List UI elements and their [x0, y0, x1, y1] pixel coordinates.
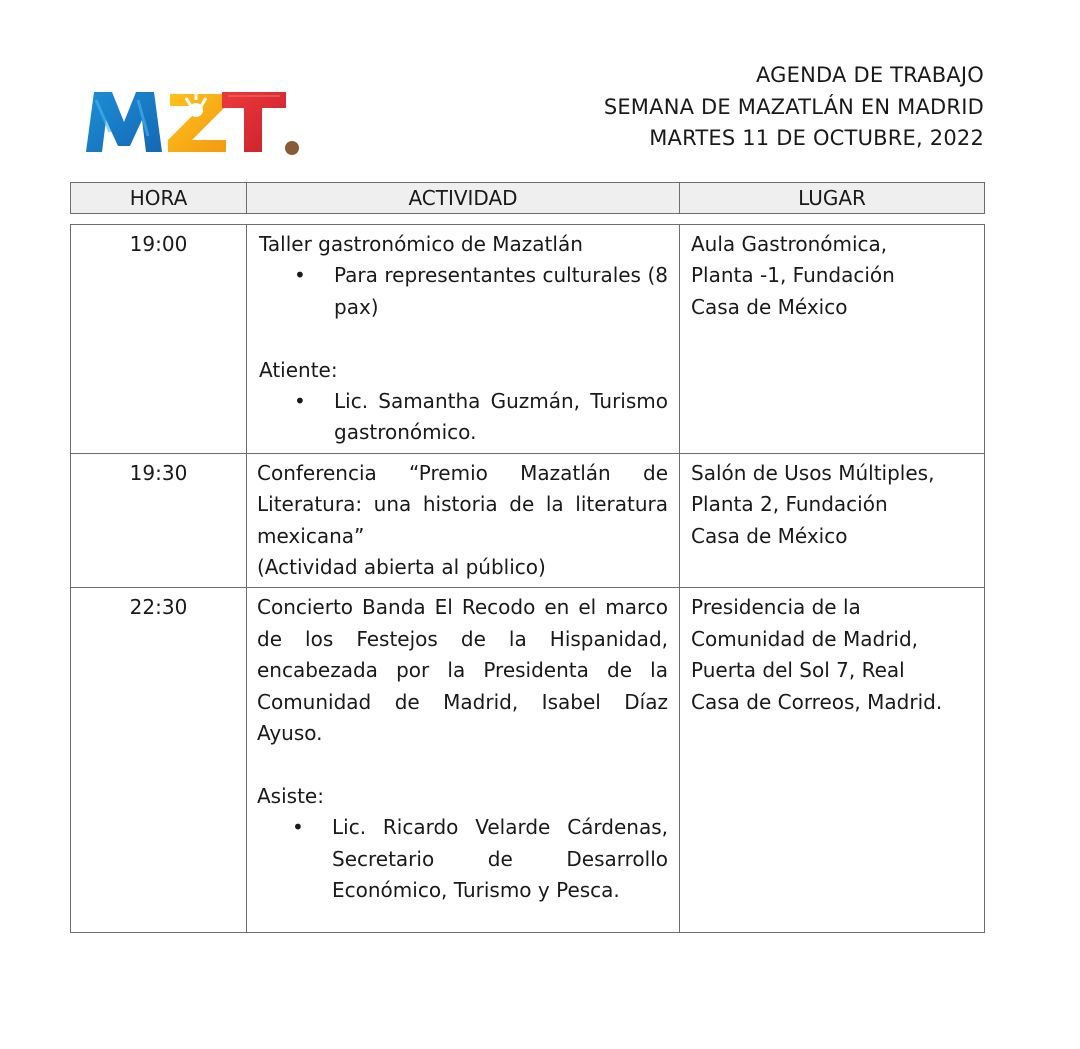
mzt-logo	[82, 86, 302, 158]
header-title: AGENDA DE TRABAJO	[755, 63, 984, 87]
table-row	[71, 588, 985, 933]
location-line: Comunidad de Madrid,	[691, 626, 918, 651]
row-activity	[247, 225, 680, 454]
activity-title: Concierto Banda El Recodo en el marco de los Festejos de la Hispanidad, encabezada por la Presidenta de la Comunidad de Madrid, Isabel Díaz Ayuso.	[257, 595, 668, 746]
location-line: Casa de México	[691, 294, 848, 319]
agenda-table-header	[70, 182, 985, 214]
row-location	[680, 225, 985, 454]
bullet-icon: •	[292, 815, 304, 840]
activity-bullets	[259, 260, 668, 323]
list-item	[294, 260, 668, 323]
bullet-text: Lic. Samantha Guzmán, Turismo gastronómico.	[334, 389, 668, 445]
location-line: Presidencia de la	[691, 595, 861, 620]
col-header-actividad: ACTIVIDAD	[247, 183, 680, 214]
bullet-text: Lic. Ricardo Velarde Cárdenas, Secretario de Desarrollo Económico, Turismo y Pesca.	[332, 815, 668, 903]
location-line: Casa de México	[691, 523, 848, 548]
col-header-hora: HORA	[71, 183, 247, 214]
document-header	[604, 60, 984, 155]
activity-subhead: Atiente:	[259, 357, 338, 382]
agenda-table	[70, 224, 985, 933]
activity-bullets	[259, 386, 668, 449]
row-location	[680, 453, 985, 588]
location-line: Planta -1, Fundación	[691, 263, 895, 288]
bullet-icon: •	[294, 263, 306, 288]
list-item	[294, 386, 668, 449]
location-line: Casa de Correos, Madrid.	[691, 689, 943, 714]
bullet-icon: •	[294, 389, 306, 414]
logo-text: MZT.	[82, 86, 85, 87]
table-row	[71, 453, 985, 588]
activity-title: Conferencia “Premio Mazatlán de Literatura: una historia de la literatura mexicana”	[257, 460, 668, 548]
row-activity	[247, 453, 680, 588]
table-row	[71, 225, 985, 454]
header-event: SEMANA DE MAZATLÁN EN MADRID	[603, 94, 984, 119]
activity-subhead: Asiste:	[257, 783, 324, 808]
row-time: 22:30	[71, 588, 247, 933]
activity-note: (Actividad abierta al público)	[257, 555, 546, 580]
activity-bullets	[257, 812, 668, 906]
col-header-lugar: LUGAR	[680, 183, 985, 214]
bullet-text: Para representantes culturales (8 pax)	[334, 263, 668, 319]
location-line: Aula Gastronómica,	[691, 232, 888, 256]
location-line: Puerta del Sol 7, Real	[691, 658, 905, 683]
activity-title: Taller gastronómico de Mazatlán	[259, 232, 583, 256]
row-time: 19:30	[71, 453, 247, 588]
row-location	[680, 588, 985, 933]
row-activity	[247, 588, 680, 933]
location-line: Planta 2, Fundación	[691, 492, 888, 517]
location-line: Salón de Usos Múltiples,	[691, 460, 935, 485]
header-date: MARTES 11 DE OCTUBRE, 2022	[649, 126, 984, 150]
row-time: 19:00	[71, 225, 247, 454]
list-item	[292, 812, 668, 906]
